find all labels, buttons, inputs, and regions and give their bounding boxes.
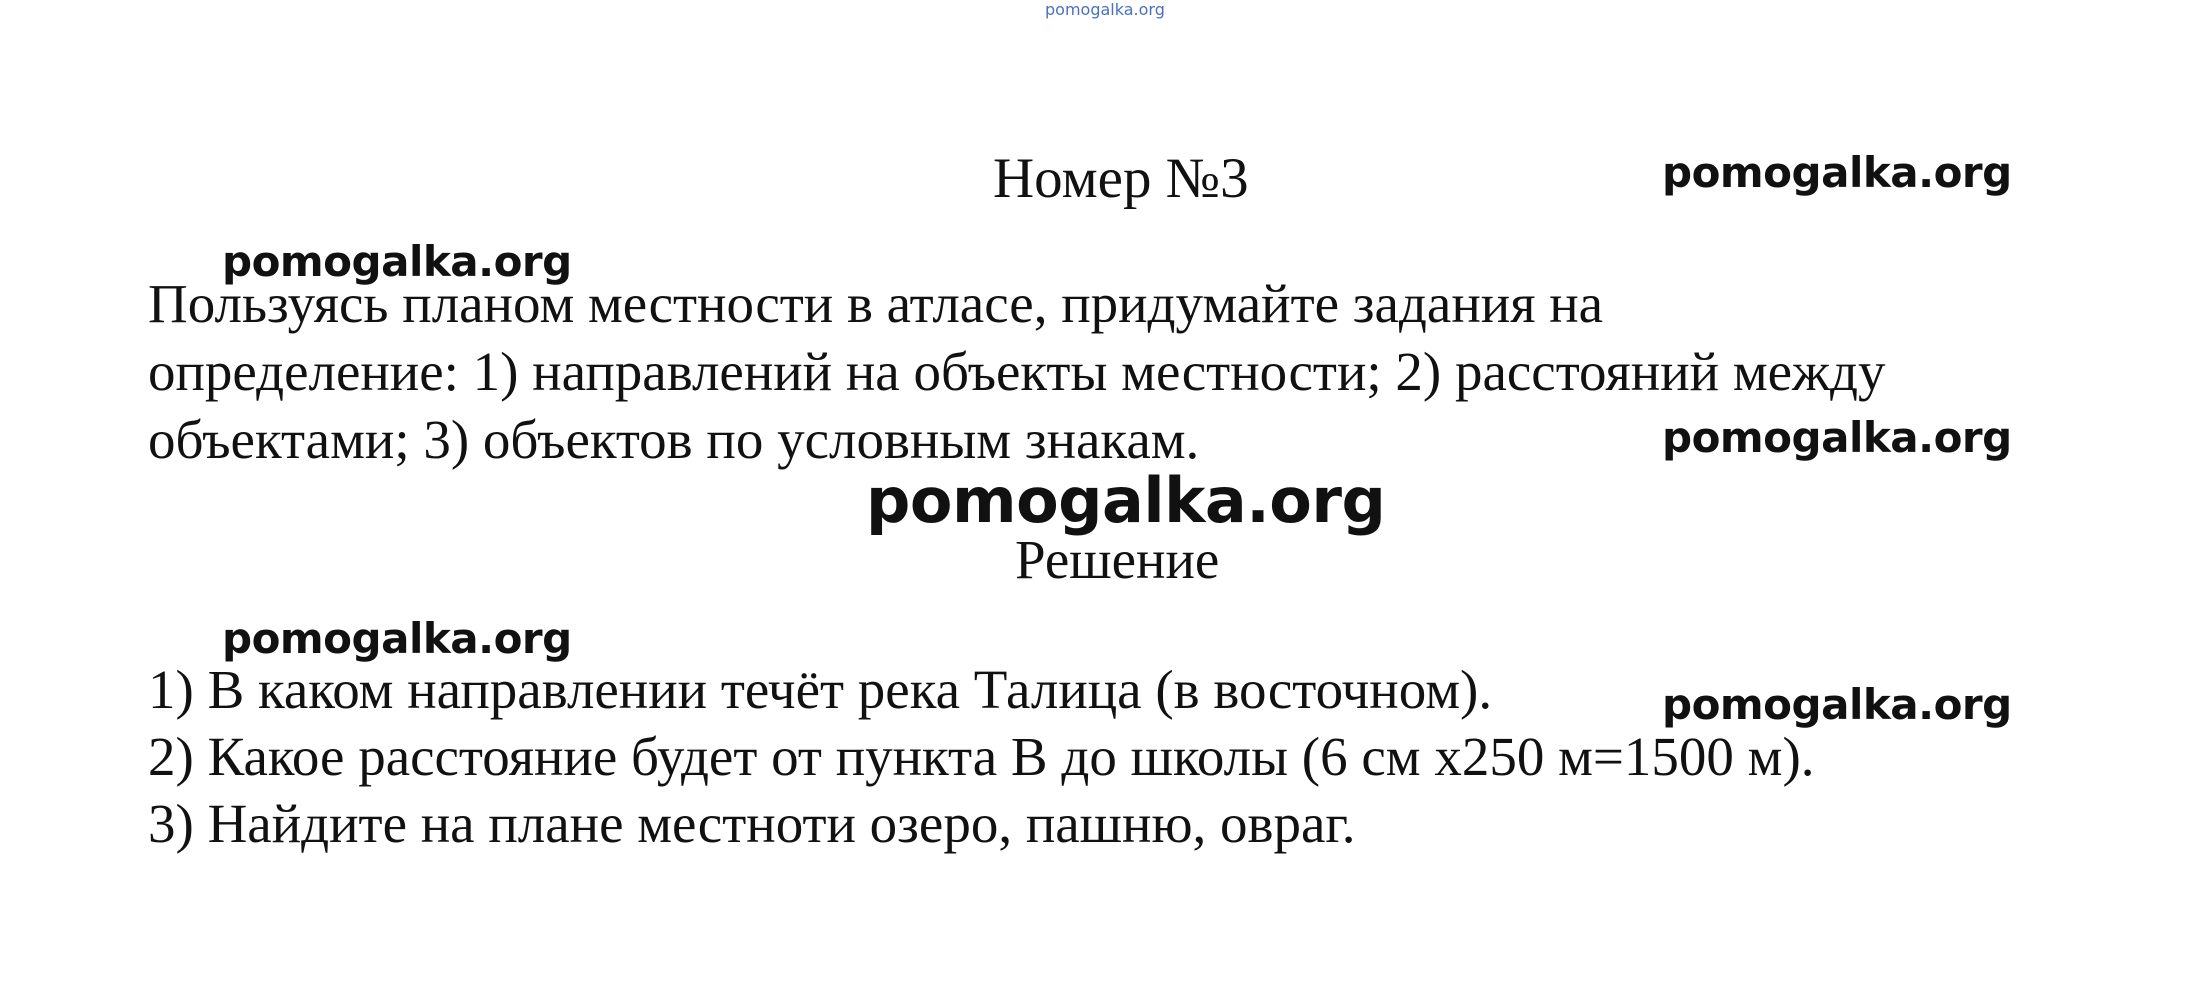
watermark: pomogalka.org	[1662, 148, 2012, 197]
answer-item: 1) В каком направлении течёт река Талица (в восточном).	[148, 659, 1493, 720]
task-line: определение: 1) направлений на объекты местности; 2) расстояний между	[148, 341, 1886, 402]
answer-item: 2) Какое расстояние будет от пункта В до школы (6 см х250 м=1500 м).	[148, 726, 1815, 787]
task-line: объектами; 3) объектов по условным знакам.	[148, 409, 1200, 470]
solution-heading: Решение	[1015, 529, 1220, 590]
page-title: Номер №3	[993, 147, 1249, 210]
answers-list	[148, 656, 1815, 857]
watermark: pomogalka.org	[222, 614, 572, 663]
answer-item: 3) Найдите на плане местноти озеро, пашню, овраг.	[148, 793, 1356, 854]
watermark: pomogalka.org	[1662, 680, 2012, 729]
task-line: Пользуясь планом местности в атласе, придумайте задания на	[148, 273, 1604, 334]
header-watermark: pomogalka.org	[1045, 0, 1165, 19]
watermark: pomogalka.org	[1662, 413, 2012, 462]
task-text	[148, 270, 1886, 474]
watermark: pomogalka.org	[222, 237, 572, 286]
watermark-large: pomogalka.org	[866, 464, 1386, 537]
